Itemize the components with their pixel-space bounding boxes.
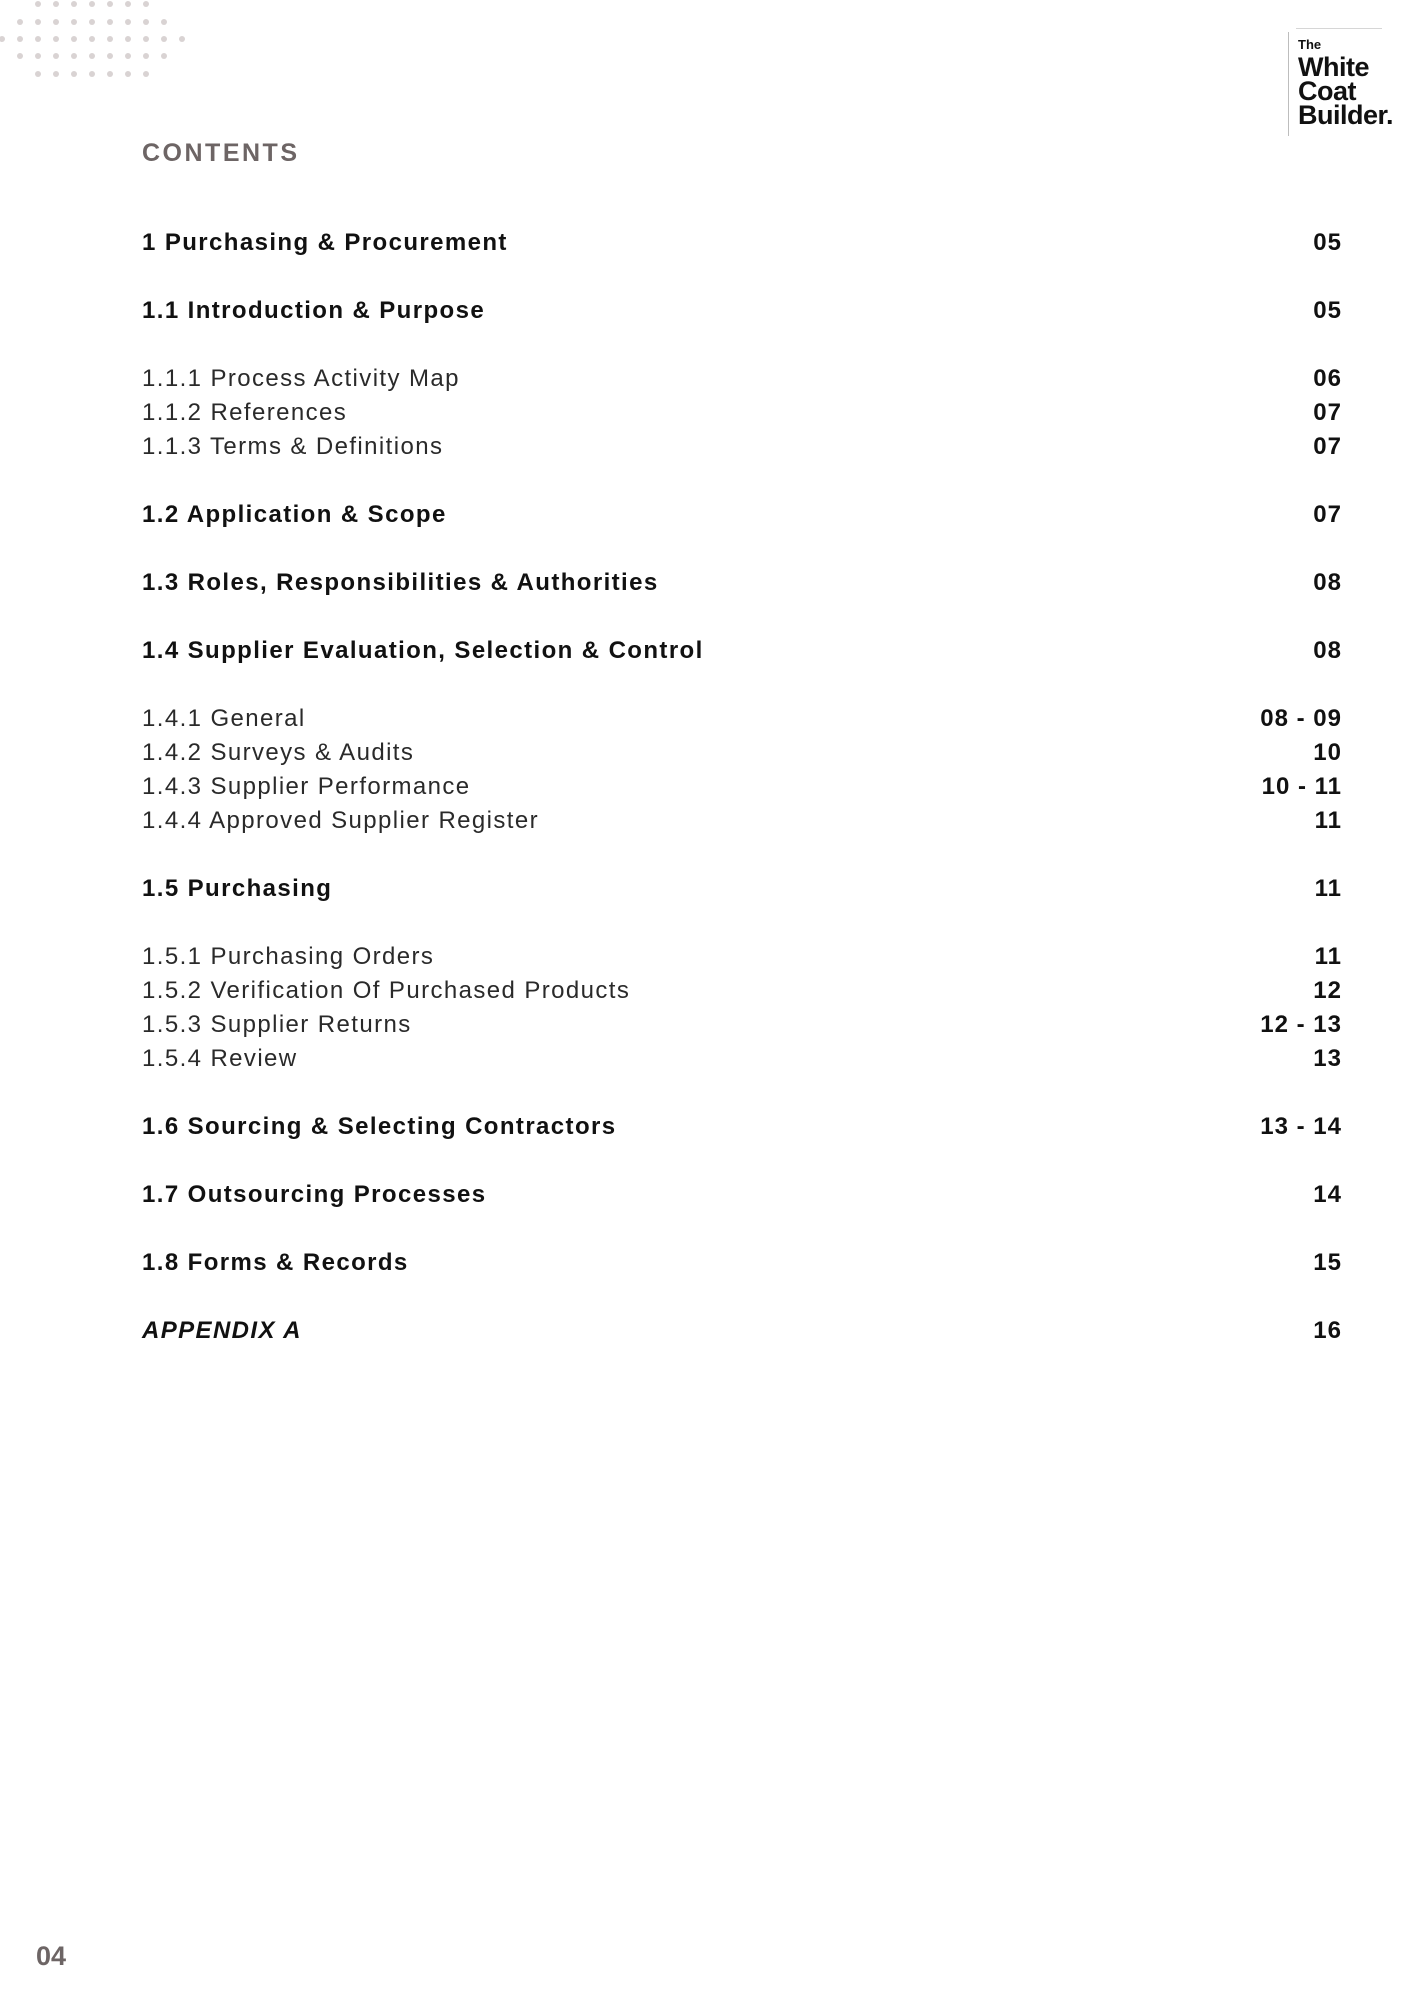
toc-entry-label: 1.2 Application & Scope (142, 501, 447, 528)
toc-entry-appendix[interactable] (142, 1314, 1342, 1348)
logo-coat: Coat (1298, 76, 1356, 106)
toc-entry[interactable] (142, 1042, 1342, 1076)
toc-entry[interactable] (142, 396, 1342, 430)
toc-entry[interactable] (142, 804, 1342, 838)
toc-entry-page: 05 (1313, 229, 1342, 256)
toc-entry-page: 14 (1313, 1181, 1342, 1208)
toc-entry-page: 07 (1313, 399, 1342, 426)
toc-entry[interactable] (142, 430, 1342, 464)
toc-entry[interactable] (142, 1178, 1342, 1212)
toc-entry-page: 05 (1313, 297, 1342, 324)
brand-logo (1288, 28, 1394, 136)
toc-entry-page: 11 (1314, 943, 1342, 970)
toc-entry-label: 1.5.2 Verification Of Purchased Products (142, 977, 631, 1004)
toc-entry-page: 07 (1313, 501, 1342, 528)
toc-entry[interactable] (142, 736, 1342, 770)
toc-entry-page: 08 (1313, 569, 1342, 596)
toc-entry-label: 1.1.3 Terms & Definitions (142, 433, 444, 460)
toc-entry-label: 1.6 Sourcing & Selecting Contractors (142, 1113, 617, 1140)
toc-entry-page: 13 (1313, 1045, 1342, 1072)
toc-entry-page: 12 (1313, 977, 1342, 1004)
toc-entry[interactable] (142, 362, 1342, 396)
logo-white: White (1298, 52, 1369, 82)
toc-entry-label: 1.3 Roles, Responsibilities & Authorities (142, 569, 659, 596)
toc-entry[interactable] (142, 1008, 1342, 1042)
toc-entry-page: 10 (1313, 739, 1342, 766)
toc-entry[interactable] (142, 566, 1342, 600)
toc-entry-page: 15 (1313, 1249, 1342, 1276)
toc-entry-label: 1.7 Outsourcing Processes (142, 1181, 487, 1208)
toc-entry-page: 10 - 11 (1261, 773, 1342, 800)
toc-entry-label: 1.1.2 References (142, 399, 348, 426)
toc-entry[interactable] (142, 702, 1342, 736)
logo-builder: Builder. (1298, 100, 1394, 130)
toc-entry-page: 11 (1314, 875, 1342, 902)
toc-entry-page: 13 - 14 (1260, 1113, 1342, 1140)
contents-heading: CONTENTS (142, 139, 300, 167)
toc-entry[interactable] (142, 1246, 1342, 1280)
toc-entry-label: 1.1 Introduction & Purpose (142, 297, 486, 324)
toc-entry-label: 1.5.4 Review (142, 1045, 298, 1072)
toc-entry-label: 1.4 Supplier Evaluation, Selection & Control (142, 637, 704, 664)
logo-top-rule (1296, 28, 1382, 29)
toc-entry-page: 08 - 09 (1260, 705, 1342, 732)
logo-divider (1288, 32, 1289, 136)
toc-entry[interactable] (142, 940, 1342, 974)
table-of-contents (142, 226, 1342, 1348)
toc-entry-page: 16 (1313, 1317, 1342, 1344)
toc-entry-label: 1.4.3 Supplier Performance (142, 773, 471, 800)
toc-entry[interactable] (142, 974, 1342, 1008)
logo-the: The (1298, 37, 1322, 52)
toc-entry-label: 1.4.4 Approved Supplier Register (142, 807, 540, 834)
toc-entry-page: 06 (1313, 365, 1342, 392)
toc-entry-label: 1.5.1 Purchasing Orders (142, 943, 435, 970)
toc-entry-label: APPENDIX A (142, 1317, 302, 1344)
toc-entry[interactable] (142, 498, 1342, 532)
toc-entry[interactable] (142, 1110, 1342, 1144)
toc-entry[interactable] (142, 294, 1342, 328)
toc-entry[interactable] (142, 634, 1342, 668)
decorative-dot-pattern (0, 0, 200, 80)
toc-entry-label: 1.4.2 Surveys & Audits (142, 739, 415, 766)
toc-entry[interactable] (142, 872, 1342, 906)
toc-entry-label: 1.8 Forms & Records (142, 1249, 409, 1276)
page-number: 04 (36, 1941, 67, 1971)
toc-entry-label: 1 Purchasing & Procurement (142, 229, 508, 256)
toc-entry-page: 08 (1313, 637, 1342, 664)
toc-entry[interactable] (142, 226, 1342, 260)
toc-entry-page: 11 (1314, 807, 1342, 834)
toc-entry-label: 1.5.3 Supplier Returns (142, 1011, 412, 1038)
toc-entry-label: 1.1.1 Process Activity Map (142, 365, 460, 392)
toc-entry-page: 07 (1313, 433, 1342, 460)
toc-entry-label: 1.4.1 General (142, 705, 306, 732)
toc-entry-page: 12 - 13 (1260, 1011, 1342, 1038)
toc-entry-label: 1.5 Purchasing (142, 875, 333, 902)
toc-entry[interactable] (142, 770, 1342, 804)
